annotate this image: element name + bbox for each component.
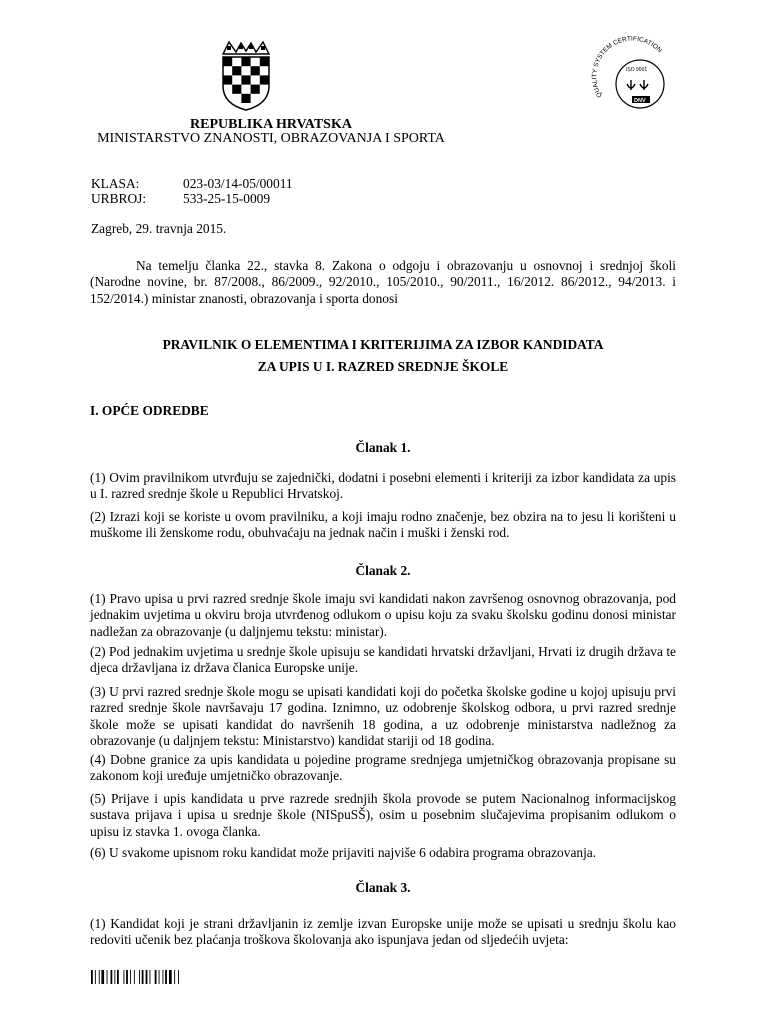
urbroj-value: 533-25-15-0009 xyxy=(183,191,271,206)
document-title-line2: ZA UPIS U I. RAZRED SREDNJE ŠKOLE xyxy=(257,359,509,374)
klasa-label: KLASA: xyxy=(91,176,140,191)
svg-text:QUALITY SYSTEM CERTIFICATION: QUALITY SYSTEM CERTIFICATION xyxy=(591,36,663,99)
article-2-heading: Članak 2. xyxy=(355,563,411,578)
article-3-heading: Članak 3. xyxy=(355,880,411,895)
document-title-line1: PRAVILNIK O ELEMENTIMA I KRITERIJIMA ZA IZBOR KANDIDATA xyxy=(162,337,604,352)
article-2-paragraph-6: (6) U svakome upisnom roku kandidat može prijaviti najviše 6 odabira programa obrazovanja. xyxy=(90,845,597,860)
svg-text:ISO 9001: ISO 9001 xyxy=(626,67,648,73)
article-2-paragraph-4: (4) Dobne granice za upis kandidata u pojedine programe srednjega umjetničkog obrazovanja propisane su zakonom koji uređuje umjetničko obrazovanje. xyxy=(90,752,676,784)
article-3-paragraph-1: (1) Kandidat koji je strani državljanin iz zemlje izvan Europske unije može se upisati u srednju školu kao redoviti učenik bez plaćanja troškova školovanja ako ispunjava jedan od sljedećih uvjeta: xyxy=(90,916,676,948)
article-2-paragraph-5: (5) Prijave i upis kandidata u prve razrede srednjih škola provode se putem Nacionalnog informacijskog sustava prijava i upisa u srednje škole (NISpuSŠ), osim u posebnim slučajevima propisanim odlukom o upisu iz stavka 1. ovoga članka. xyxy=(90,791,676,839)
preamble: Na temelju članka 22., stavka 8. Zakona o odgoju i obrazovanju u osnovnoj i srednjoj školi (Narodne novine, br. 87/2008., 86/2009., 92/2010., 105/2010., 90/2011., 16/2012. 86/2012., 94/2013. i 152/2014.) ministar znanosti, obrazovanja i sporta donosi xyxy=(90,258,676,306)
article-1-paragraph-2: (2) Izrazi koji se koriste u ovom pravilniku, a koji imaju rodno značenje, bez obzira na to jesu li korišteni u muškome ili ženskome rodu, obuhvaćaju na jednak način i muški i ženski rod. xyxy=(90,509,676,541)
certification-seal-icon xyxy=(588,36,680,128)
republic-heading: REPUBLIKA HRVATSKA xyxy=(190,117,352,132)
article-2-paragraph-1: (1) Pravo upisa u prvi razred srednje škole imaju svi kandidati nakon završenog osnovnog obrazovanja, pod jednakim uvjetima u okviru broja utvrđenog odlukom o upisu koju za svaku školsku godinu donosi ministar nadležan za obrazovanje (u daljnjemu tekstu: ministar). xyxy=(90,591,676,639)
article-2-paragraph-3: (3) U prvi razred srednje škole mogu se upisati kandidati koji do početka školske godine u kojoj upisuju prvi razred srednje škole navršavaju 17 godina. Iznimno, uz odobrenje školskog odbora, u prvi razred srednje škole može se upisati kandidat do navršenih 18 godina, a uz odobrenje ministarstva nadležnog za obrazovanje (u daljnjem tekstu: Ministarstvo) kandidat stariji od 18 godina. xyxy=(90,684,676,748)
ministry-heading: MINISTARSTVO ZNANOSTI, OBRAZOVANJA I SPORTA xyxy=(97,131,445,146)
coat-of-arms-icon xyxy=(220,40,272,112)
barcode-icon xyxy=(91,970,211,984)
section-heading: I. OPĆE ODREDBE xyxy=(90,403,209,418)
klasa-row xyxy=(91,176,293,191)
klasa-value: 023-03/14-05/00011 xyxy=(183,176,293,191)
seal-mark: DNV xyxy=(634,98,646,104)
article-2-paragraph-2: (2) Pod jednakim uvjetima u srednje škole upisuju se kandidati hrvatski državljani, Hrvati iz drugih država te djeca državljana iz država članica Europske unije. xyxy=(90,644,676,676)
urbroj-row xyxy=(91,191,270,206)
article-1-heading: Članak 1. xyxy=(355,440,411,455)
place-date: Zagreb, 29. travnja 2015. xyxy=(91,221,227,236)
article-1-paragraph-1: (1) Ovim pravilnikom utvrđuju se zajednički, dodatni i posebni elementi i kriteriji za izbor kandidata za upis u I. razred srednje škole u Republici Hrvatskoj. xyxy=(90,470,676,502)
urbroj-label: URBROJ: xyxy=(91,191,147,206)
